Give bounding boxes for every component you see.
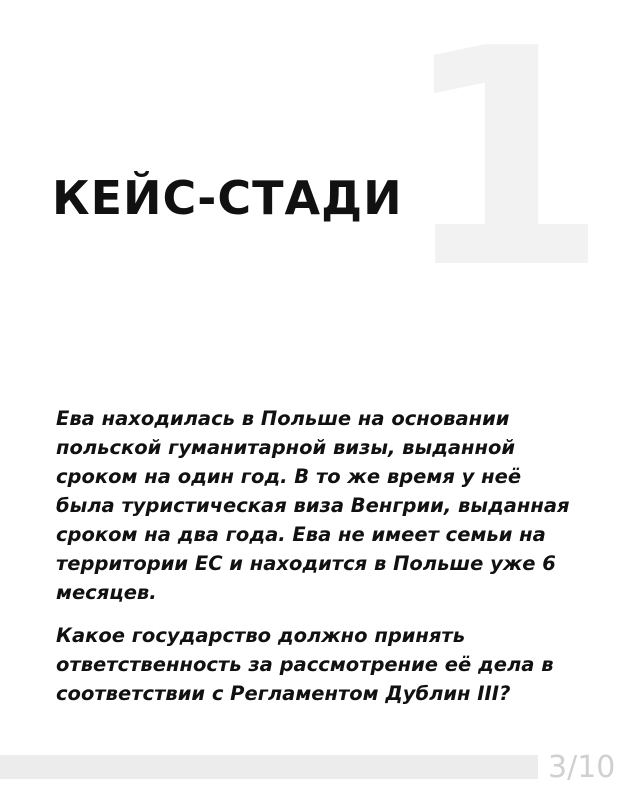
case-description: Ева находилась в Польше на основании польской гуманитарной визы, выданной сроком на один год. В то же время у неё была туристическая виза Венгрии, выданная сроком на два года. Ева не имеет семьи на территории ЕС и находится в Польше уже 6 месяцев. <box>56 407 570 604</box>
case-body <box>56 404 576 708</box>
progress-bar-fill <box>0 755 161 779</box>
slide-title: КЕЙС-СТАДИ <box>52 171 403 225</box>
progress-bar <box>0 755 538 779</box>
slide-number-watermark: 1 <box>400 0 609 334</box>
page-counter: 3/10 <box>548 750 616 785</box>
case-question: Какое государство должно принять ответственность за рассмотрение её дела в соответствии с Регламентом Дублин III? <box>56 624 554 705</box>
